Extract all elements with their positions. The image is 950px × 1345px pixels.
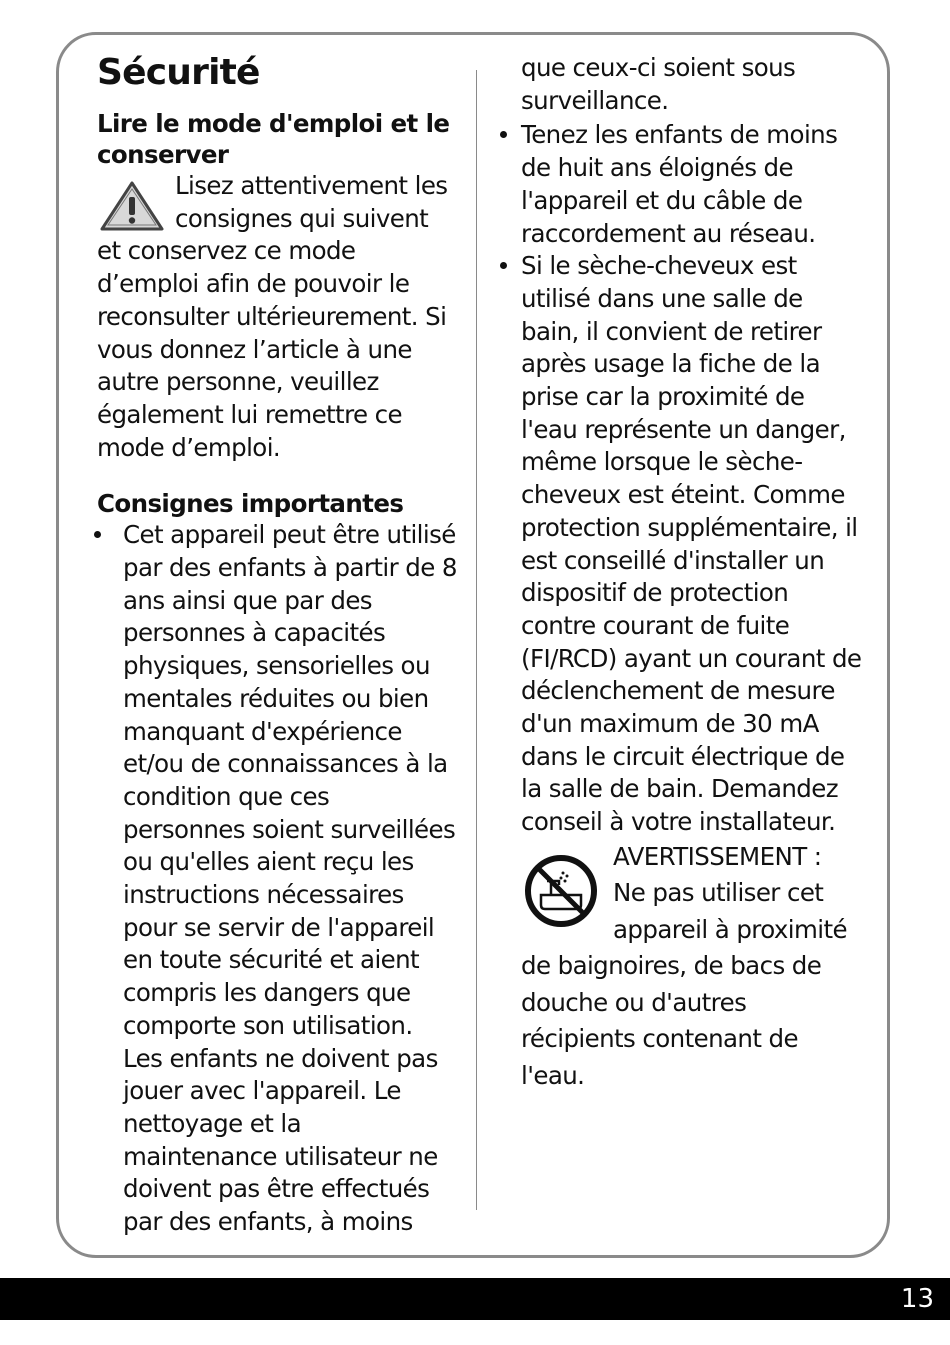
bullet-text: Cet appareil peut être utilisé par des enfants à partir de 8 ans ainsi que par des personnes à capacités physiques, sensorielles ou mentales réduites ou bien manquant d'expérience et/ou de connaissances à la condition que ces personnes soient surveillées ou qu'elles aient reçu les instructions nécessaires pour se servir de l'appareil en toute sécurité et aient compris les dangers que comporte son utilisation. Les enfants ne doivent pas jouer avec l'appareil. Le nettoyage et la maintenance utilisateur ne doivent pas être effectués par des enfants, à moins xyxy=(123,520,457,1237)
right-column xyxy=(521,52,866,1094)
list-item xyxy=(97,519,457,1238)
read-manual-block xyxy=(97,170,457,464)
warning-triangle-icon xyxy=(99,180,165,232)
list-item xyxy=(521,250,866,839)
important-bullets-left xyxy=(97,519,457,1238)
footer-bar xyxy=(0,1278,950,1320)
bullet-text: Si le sèche-cheveux est utilisé dans une salle de bain, il convient de retirer après usage la fiche de la prise car la proximité de l'eau représente un danger, même lorsque le sèche-cheveux est éteint. Comme protection supplémentaire, il est conseillé d'installer un dispositif de protection contre courant de fuite (FI/RCD) ayant un courant de déclenchement de mesure d'un maximum de 30 mA dans le circuit électrique de la salle de bain. Demandez conseil à votre installateur. xyxy=(521,251,862,837)
section-heading-read-manual: Lire le mode d'emploi et le conserver xyxy=(97,109,450,169)
left-column xyxy=(97,52,457,1239)
page-title: Sécurité xyxy=(97,52,260,93)
page-number: 13 xyxy=(900,1284,934,1314)
warning-text: Ne pas utiliser cet appareil à proximité de baignoires, de bacs de douche ou d'autres récipients contenant de l'eau. xyxy=(521,878,847,1090)
bullet-dot xyxy=(94,531,101,538)
bullet-continuation: que ceux-ci soient sous surveillance. xyxy=(521,53,796,115)
important-bullets-right xyxy=(521,119,866,838)
section-heading-important: Consignes importantes xyxy=(97,489,404,519)
bathtub-warning xyxy=(521,839,866,1095)
read-manual-text: Lisez attentivement les consignes qui suivent et conservez ce mode d’emploi afin de pouvoir le reconsulter ultérieurement. Si vous donnez l’article à une autre personne, veuillez également lui remettre ce mode d’emploi. xyxy=(97,171,448,462)
bullet-text: Tenez les enfants de moins de huit ans éloignés de l'appareil et du câble de raccordement au réseau. xyxy=(521,120,838,248)
warning-label: AVERTISSEMENT : xyxy=(613,841,822,871)
no-bathtub-icon xyxy=(523,853,599,929)
list-item xyxy=(521,119,866,250)
column-divider xyxy=(476,70,477,1210)
